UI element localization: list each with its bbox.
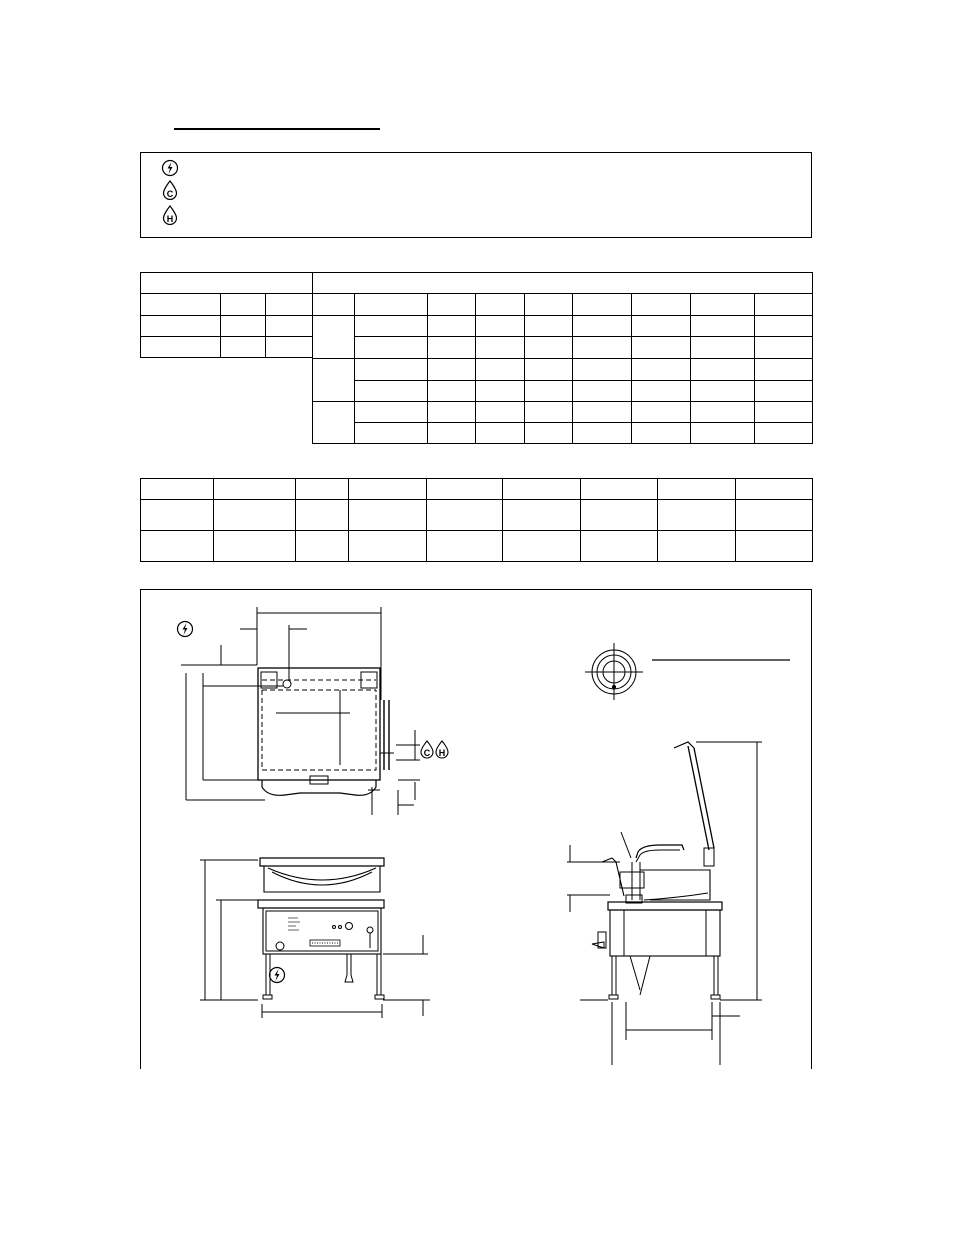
hot-water-letter: H <box>438 748 446 758</box>
hot-water-letter: H <box>166 214 174 224</box>
electrical-connection-icon <box>270 968 285 983</box>
drain-detail-drawing <box>585 643 790 700</box>
cold-water-letter: C <box>423 748 431 758</box>
plan-view-drawing <box>178 607 449 815</box>
side-view-drawing <box>567 742 762 1065</box>
electrical-connection-icon <box>178 622 193 637</box>
cold-water-letter: C <box>166 189 174 199</box>
cold-water-icon <box>421 741 433 758</box>
front-view-drawing <box>200 858 430 1018</box>
hot-water-icon <box>436 741 448 758</box>
